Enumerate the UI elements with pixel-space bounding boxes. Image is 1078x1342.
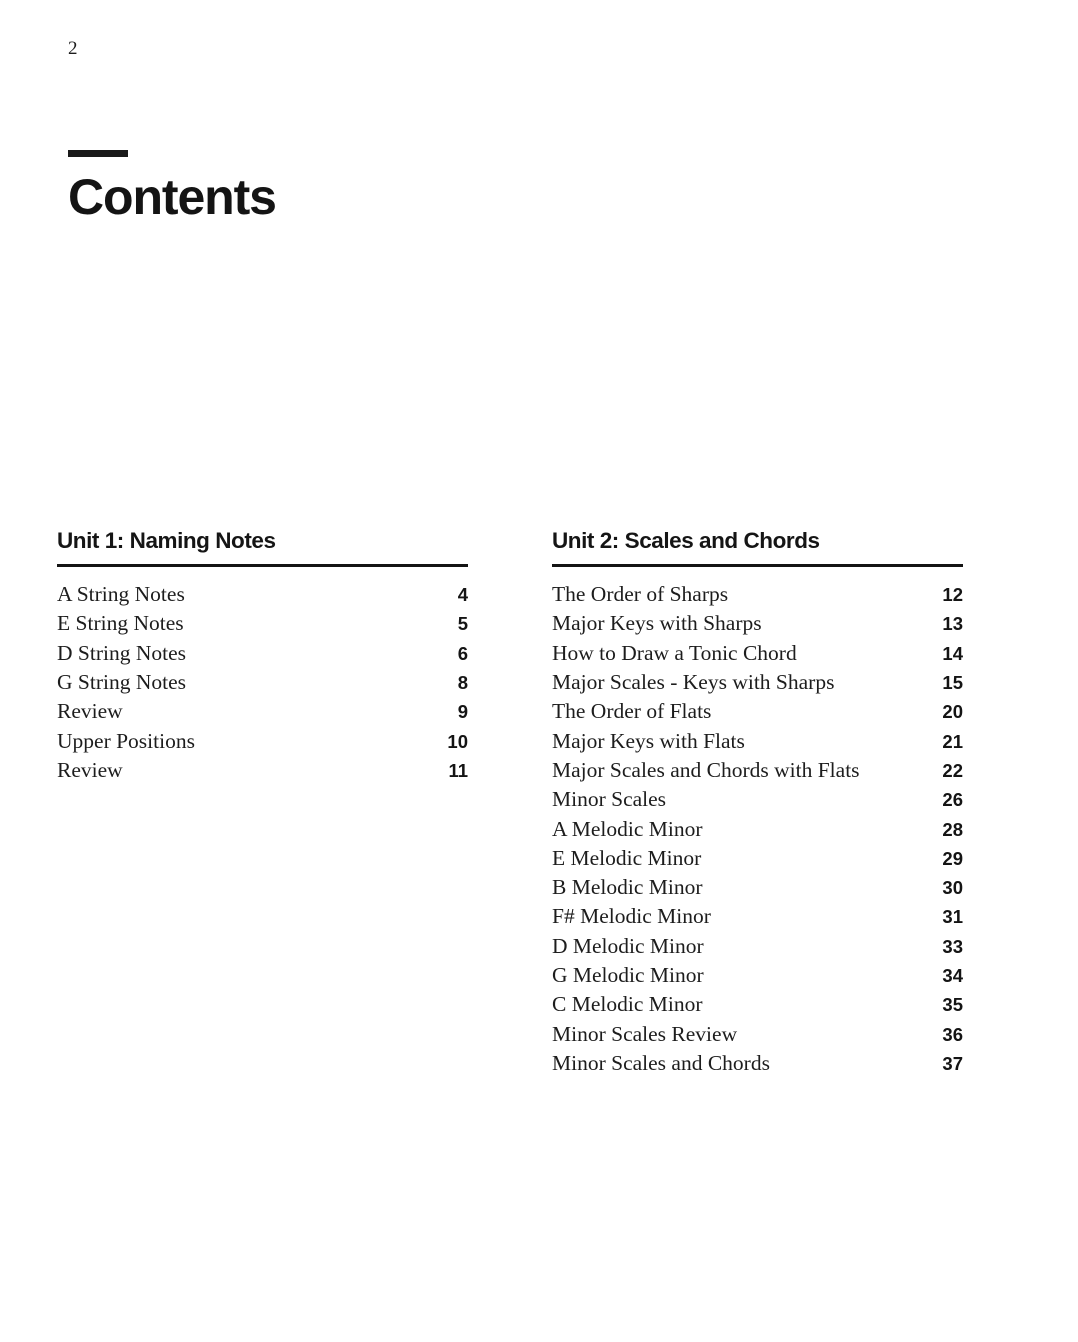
toc-entry-page: 28	[942, 818, 963, 840]
toc-entry[interactable]	[57, 609, 468, 638]
toc-entry-page: 5	[457, 613, 468, 635]
toc-entry-title: Major Scales and Chords with Flats	[552, 757, 860, 782]
toc-entry[interactable]	[552, 902, 963, 931]
toc-entry-page: 37	[942, 1052, 963, 1074]
toc-entry-title: A Melodic Minor	[552, 816, 703, 841]
toc-entry-page: 11	[448, 759, 468, 781]
toc-entry-title: Review	[57, 699, 123, 724]
toc-entry[interactable]	[552, 668, 963, 697]
toc-entry-title: D String Notes	[57, 640, 186, 665]
toc-entry-title: F# Melodic Minor	[552, 904, 711, 929]
toc-entry-title: Major Keys with Flats	[552, 728, 745, 753]
page-number-folio: 2	[68, 38, 78, 59]
toc-entry[interactable]	[552, 844, 963, 873]
toc-entry-page: 22	[942, 759, 963, 781]
unit-divider-rule-1	[57, 564, 468, 567]
toc-entry-title: Minor Scales and Chords	[552, 1050, 770, 1075]
toc-entry-page: 31	[942, 906, 963, 928]
toc-entry-page: 26	[942, 789, 963, 811]
toc-entry-title: Upper Positions	[57, 728, 195, 753]
toc-entry[interactable]	[57, 727, 468, 756]
unit-heading-1: Unit 1: Naming Notes	[57, 528, 276, 553]
toc-entry-page: 21	[942, 730, 963, 752]
toc-entry[interactable]	[57, 697, 468, 726]
toc-entry[interactable]	[552, 580, 963, 609]
page-title: Contents	[68, 169, 276, 225]
toc-entry[interactable]	[57, 580, 468, 609]
toc-entry-page: 4	[457, 584, 468, 606]
toc-entry-title: A String Notes	[57, 582, 185, 607]
toc-entry-page: 14	[942, 642, 963, 664]
toc-entry[interactable]	[552, 756, 963, 785]
toc-entry-page: 15	[942, 672, 963, 694]
toc-entry-page: 12	[942, 584, 963, 606]
toc-entry-title: G Melodic Minor	[552, 963, 704, 988]
toc-entry[interactable]	[552, 1020, 963, 1049]
toc-entry[interactable]	[552, 785, 963, 814]
toc-entry-page: 8	[457, 672, 468, 694]
toc-entry[interactable]	[552, 727, 963, 756]
toc-entry-page: 9	[457, 701, 468, 723]
toc-entry[interactable]	[552, 609, 963, 638]
toc-entry-title: E String Notes	[57, 611, 184, 636]
toc-entry-title: Minor Scales	[552, 787, 667, 812]
toc-entry[interactable]	[57, 639, 468, 668]
toc-entry[interactable]	[552, 1049, 963, 1078]
unit-divider-rule-2	[552, 564, 963, 567]
toc-entry-page: 33	[942, 935, 963, 957]
toc-column-unit-2	[552, 528, 963, 1078]
toc-entry-title: C Melodic Minor	[552, 992, 703, 1017]
toc-entry-title: Review	[57, 757, 123, 782]
toc-entry-title: E Melodic Minor	[552, 845, 702, 870]
toc-entry-title: The Order of Flats	[552, 699, 712, 724]
toc-entry[interactable]	[552, 873, 963, 902]
toc-entry[interactable]	[552, 697, 963, 726]
toc-entry-title: Major Keys with Sharps	[552, 611, 762, 636]
toc-entry-page: 13	[942, 613, 963, 635]
toc-entry-page: 35	[942, 994, 963, 1016]
toc-entry-title: G String Notes	[57, 670, 186, 695]
title-block	[68, 150, 668, 225]
unit-heading-2: Unit 2: Scales and Chords	[552, 528, 820, 553]
toc-entry[interactable]	[57, 756, 468, 785]
toc-entry-title: D Melodic Minor	[552, 933, 704, 958]
toc-entry-page: 34	[942, 965, 963, 987]
toc-entry-title: How to Draw a Tonic Chord	[552, 640, 797, 665]
toc-entry-list-1	[57, 580, 468, 785]
toc-entry-page: 30	[942, 877, 963, 899]
toc-entry[interactable]	[552, 815, 963, 844]
toc-entry-page: 29	[942, 847, 963, 869]
toc-entry-title: Minor Scales Review	[552, 1021, 738, 1046]
toc-entry-page: 6	[457, 642, 468, 664]
toc-entry-page: 10	[447, 730, 468, 752]
toc-entry[interactable]	[552, 932, 963, 961]
title-accent-rule	[68, 150, 128, 157]
toc-entry[interactable]	[552, 961, 963, 990]
toc-entry-title: B Melodic Minor	[552, 875, 703, 900]
table-of-contents	[57, 528, 1021, 1078]
toc-entry[interactable]	[57, 668, 468, 697]
toc-entry[interactable]	[552, 990, 963, 1019]
toc-entry-page: 20	[942, 701, 963, 723]
toc-entry[interactable]	[552, 639, 963, 668]
toc-entry-page: 36	[942, 1023, 963, 1045]
toc-entry-title: The Order of Sharps	[552, 582, 729, 607]
toc-entry-list-2	[552, 580, 963, 1078]
toc-entry-title: Major Scales - Keys with Sharps	[552, 670, 835, 695]
toc-column-unit-1	[57, 528, 468, 1078]
